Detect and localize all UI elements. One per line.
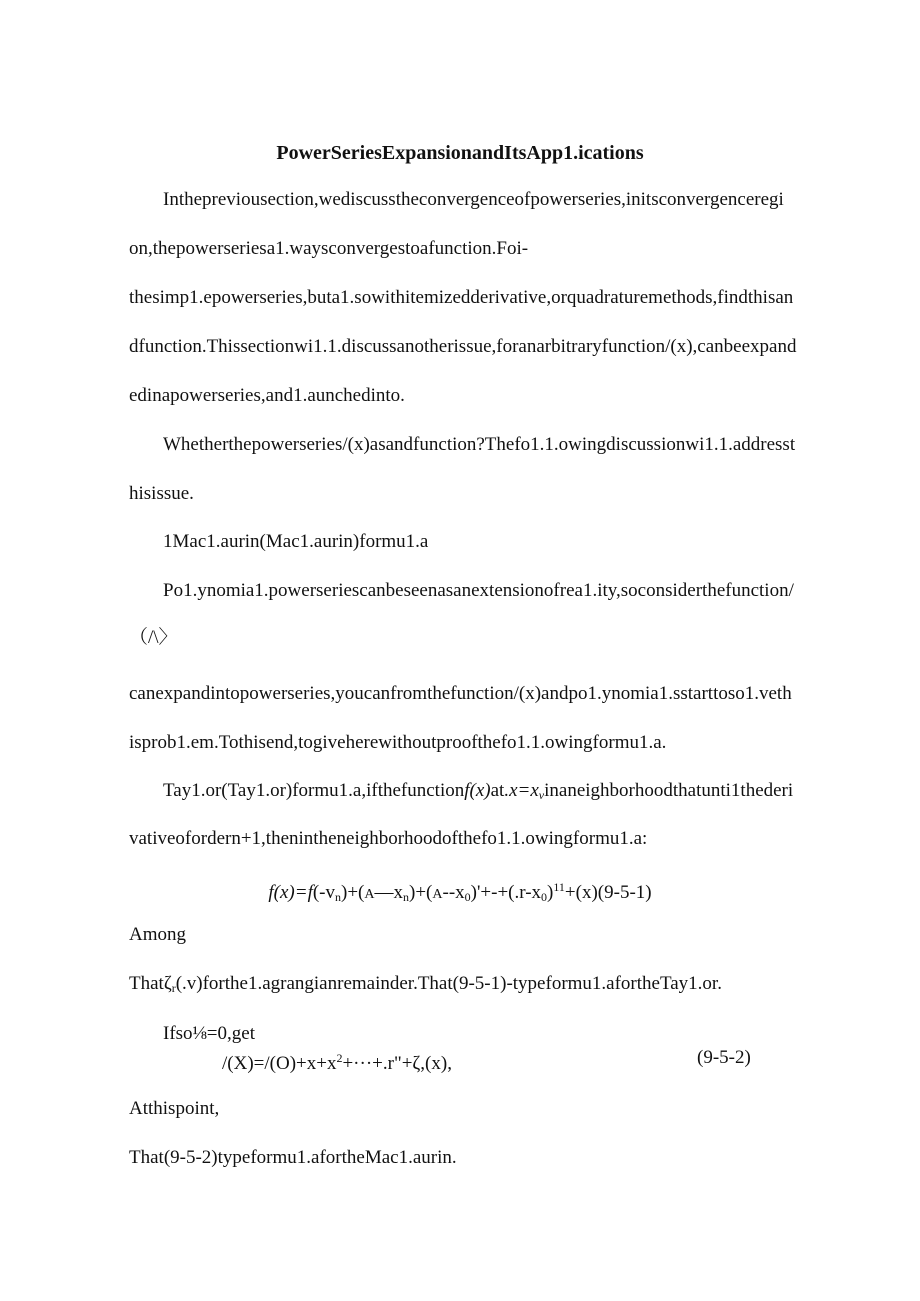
paragraph-line: Atthispoint, bbox=[129, 1098, 220, 1119]
paragraph-line: thesimp1.epowerseries,buta1.sowithitemizedderivative,orquadraturemethods,findthisan bbox=[129, 287, 794, 308]
paragraph-line: （/\〉 bbox=[129, 627, 178, 648]
paragraph-line: edinapowerseries,and1.aunchedinto. bbox=[129, 385, 405, 406]
paragraph-line: isprob1.em.Tothisend,togiveherewithoutproofthefo1.1.owingformu1.a. bbox=[129, 732, 667, 753]
equation-number: (9-5-2) bbox=[697, 1047, 751, 1068]
paragraph-line: Among bbox=[129, 924, 186, 945]
paragraph-line: Ifso⅛=0,get bbox=[163, 1023, 255, 1044]
paragraph-line: Po1.ynomia1.powerseriescanbeseenasanextensionofrea1.ity,soconsiderthefunction/ bbox=[163, 580, 794, 601]
page-title: PowerSeriesExpansionandItsApp1.ications bbox=[276, 142, 644, 164]
maclaurin-formula: $/(X)=/(O)+x+x^2+\cdot\cdot\cdot+.r"+\zeta,(x)$, bbox=[222, 1051, 452, 1074]
paragraph-line: Thatζ$_r$(.v)forthe1.agrangianremainder.That(9-5-1)-typeformu1.afortheTay1.or. bbox=[129, 973, 722, 995]
paragraph-line: vativeofordern+1,thenintheneighborhoodofthefo1.1.owingformu1.a: bbox=[129, 828, 648, 849]
section-heading: 1Mac1.aurin(Mac1.aurin)formu1.a bbox=[163, 531, 429, 552]
paragraph-line: canexpandintopowerseries,youcanfromthefunction/(x)andpo1.ynomia1.sstarttoso1.veth bbox=[129, 683, 792, 704]
paragraph-line: on,thepowerseriesa1.waysconvergestoafunction.Foi- bbox=[129, 238, 529, 259]
paragraph-line: Whetherthepowerseries/(x)asandfunction?Thefo1.1.owingdiscussionwi1.1.addresst bbox=[163, 434, 796, 455]
paragraph-line: hisissue. bbox=[129, 483, 194, 504]
paragraph-line: Inthepreviousection,wediscusstheconvergenceofpowerseries,initsconvergenceregi bbox=[163, 189, 784, 210]
paragraph-line: That(9-5-2)typeformu1.afortheMac1.aurin. bbox=[129, 1147, 457, 1168]
taylor-formula: $f(x)=f(-v_n)+(A—x_n)+(A--x_0)'+-+(.r-x_0)^{11}+(x)(9-5-1)$ bbox=[268, 880, 652, 904]
paragraph-line: dfunction.Thissectionwi1.1.discussanotherissue,foranarbitraryfunction/(x),canbeexpand bbox=[129, 336, 797, 357]
paragraph-line: $Tay1.or(Tay1.or)formu1.a,ifthefunctionf(x)at.x=x_vinaneighborhoodthatunti1thederi$ bbox=[163, 780, 794, 802]
